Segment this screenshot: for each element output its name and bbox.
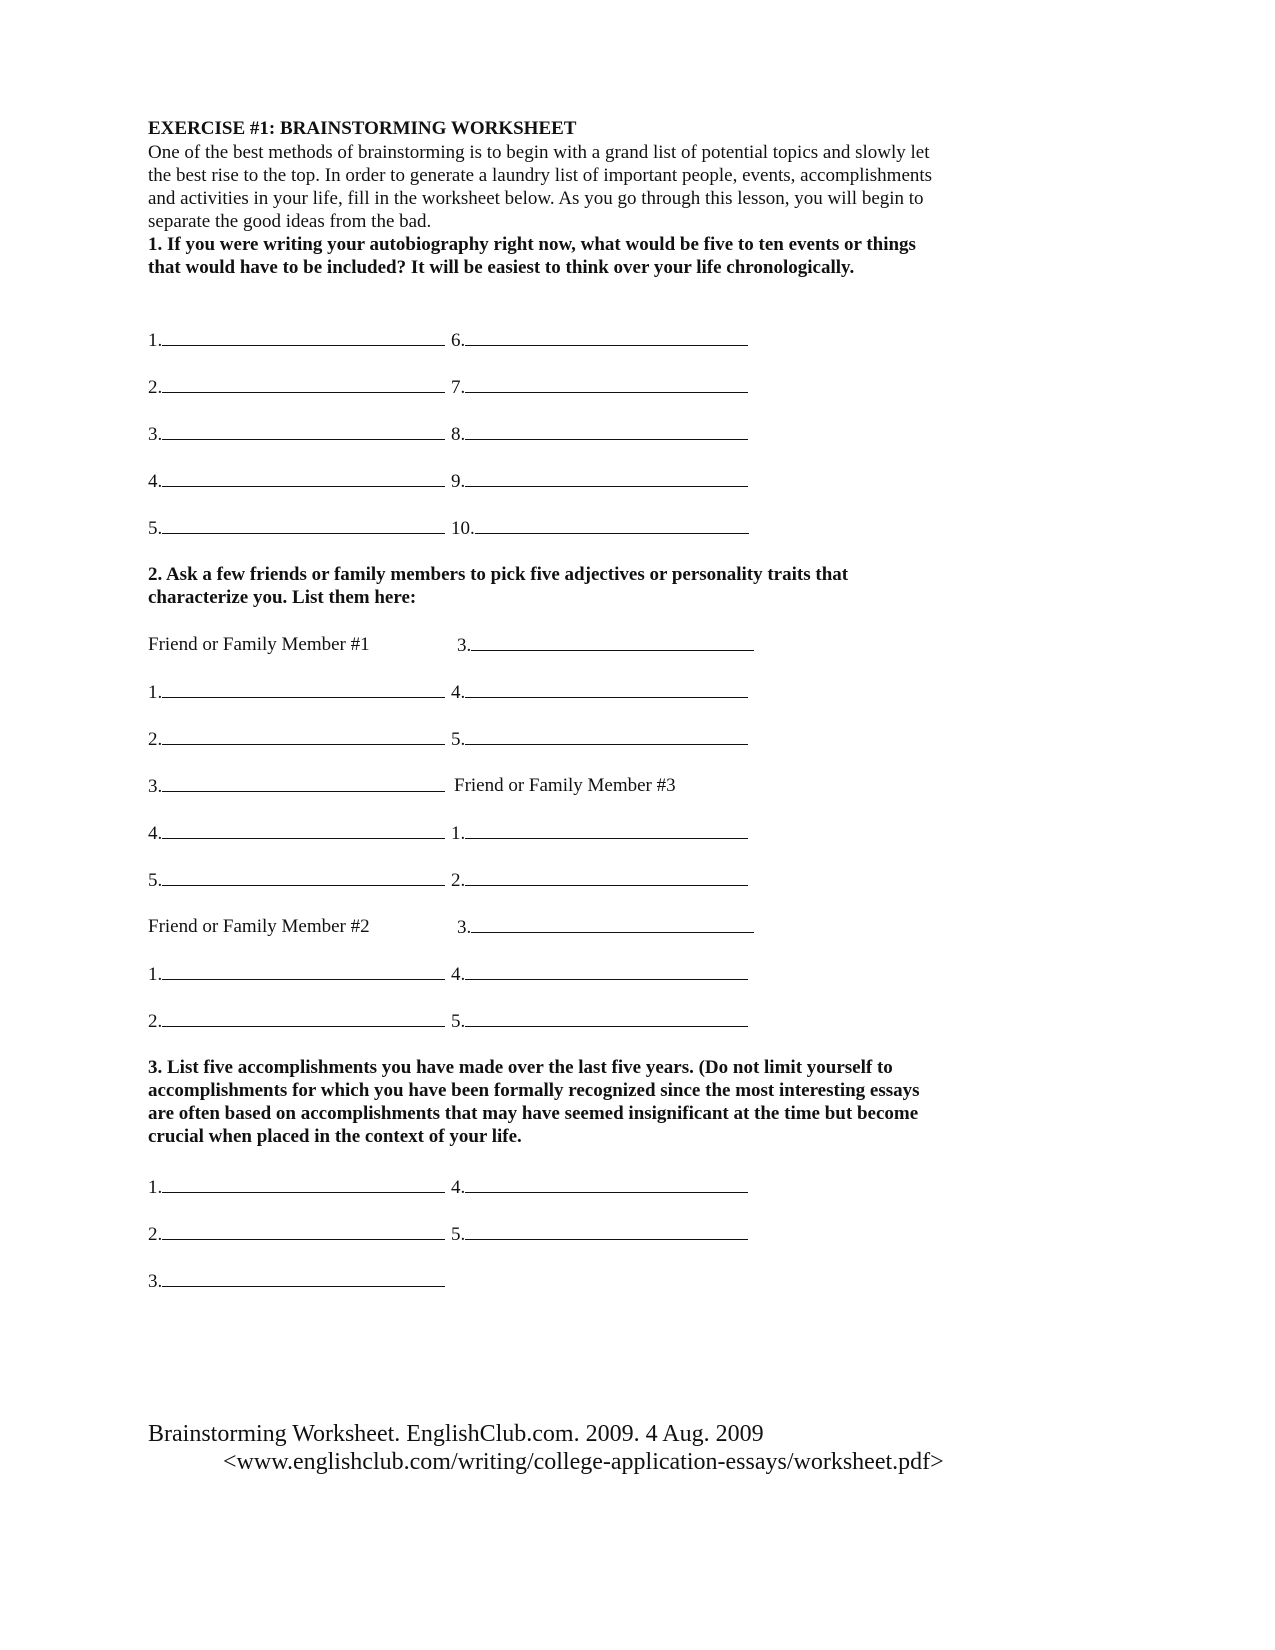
question-3: 3. List five accomplishments you have made over the last five years. (Do not limit yourself to accomplishments for which you have been formally recognized since the most interesting essays are often based on accomplishments that may have seemed insignificant at the time but become crucial when placed in the context of your life. [148,1057,920,1147]
item-number: 8. [451,424,466,445]
blank-m1-4 [148,821,445,845]
answer-line[interactable] [465,962,748,980]
item-number: 4. [148,471,163,492]
item-number: 5. [148,518,163,539]
blank-m3-2 [451,868,748,892]
item-number: 5. [451,1224,466,1245]
blank-q1-7 [451,375,748,399]
answer-line[interactable] [162,868,445,886]
answer-line[interactable] [162,328,445,346]
item-number: 4. [148,823,163,844]
answer-line[interactable] [162,469,445,487]
answer-line[interactable] [465,375,748,393]
item-number: 1. [451,823,466,844]
blank-q1-1 [148,328,445,352]
answer-line[interactable] [162,727,445,745]
answer-line[interactable] [465,727,748,745]
citation-url: <www.englishclub.com/writing/college-application-essays/worksheet.pdf> [223,1449,944,1475]
answer-line[interactable] [162,821,445,839]
item-number: 2. [148,377,163,398]
blank-q1-5 [148,516,445,540]
answer-line[interactable] [471,915,754,933]
answer-line[interactable] [465,868,748,886]
blank-m2-2 [148,1009,445,1033]
answer-line[interactable] [465,469,748,487]
answer-line[interactable] [465,680,748,698]
answer-line[interactable] [162,1222,445,1240]
blank-q1-2 [148,375,445,399]
item-number: 2. [148,1011,163,1032]
blank-m3-1 [451,821,748,845]
worksheet-title: EXERCISE #1: BRAINSTORMING WORKSHEET [148,118,577,139]
item-number: 2. [148,1224,163,1245]
answer-line[interactable] [162,375,445,393]
answer-line[interactable] [162,422,445,440]
blank-m2-4 [451,680,748,704]
item-number: 1. [148,682,163,703]
intro-paragraph: One of the best methods of brainstorming is to begin with a grand list of potential topics and slowly let the best rise to the top. In order to generate a laundry list of important people, events, accomplishments and activities in your life, fill in the worksheet below. As you go through this lesson, you will begin to separate the good ideas from the bad. [148,142,933,232]
item-number: 4. [451,964,466,985]
item-number: 3. [457,635,472,656]
blank-m1-5 [148,868,445,892]
item-number: 5. [451,1011,466,1032]
blank-q3-3 [148,1269,445,1293]
blank-m2-5 [451,727,748,751]
blank-m3-5 [451,1009,748,1033]
citation: Brainstorming Worksheet. EnglishClub.com. 2009. 4 Aug. 2009 [148,1421,764,1447]
blank-q1-4 [148,469,445,493]
blank-q1-8 [451,422,748,446]
answer-line[interactable] [162,1175,445,1193]
answer-line[interactable] [162,516,445,534]
item-number: 2. [148,729,163,750]
item-number: 9. [451,471,466,492]
item-number: 3. [148,424,163,445]
answer-line[interactable] [162,774,445,792]
answer-line[interactable] [162,680,445,698]
answer-line[interactable] [471,633,754,651]
item-number: 2. [451,870,466,891]
answer-line[interactable] [465,1222,748,1240]
blank-q3-2 [148,1222,445,1246]
blank-m1-3 [148,774,445,798]
item-number: 3. [457,917,472,938]
item-number: 3. [148,1271,163,1292]
question-1: 1. If you were writing your autobiography right now, what would be five to ten events or things that would have to be included? It will be easiest to think over your life chronologically. [148,234,916,278]
item-number: 6. [451,330,466,351]
member-1-label: Friend or Family Member #1 [148,634,370,655]
item-number: 1. [148,1177,163,1198]
item-number: 7. [451,377,466,398]
item-number: 3. [148,776,163,797]
item-number: 5. [451,729,466,750]
item-number: 5. [148,870,163,891]
member-2-label: Friend or Family Member #2 [148,916,370,937]
blank-m2-1 [148,962,445,986]
member-3-label: Friend or Family Member #3 [454,775,676,796]
item-number: 4. [451,682,466,703]
answer-line[interactable] [465,328,748,346]
blank-q1-3 [148,422,445,446]
item-number: 4. [451,1177,466,1198]
blank-q3-4 [451,1175,748,1199]
answer-line[interactable] [465,422,748,440]
blank-m2-3 [457,633,754,657]
blank-m1-2 [148,727,445,751]
answer-line[interactable] [465,1175,748,1193]
answer-line[interactable] [162,1009,445,1027]
answer-line[interactable] [475,516,749,534]
question-2: 2. Ask a few friends or family members to pick five adjectives or personality traits that characterize you. List them here: [148,564,849,608]
answer-line[interactable] [162,1269,445,1287]
answer-line[interactable] [465,1009,748,1027]
item-number: 1. [148,330,163,351]
blank-q1-10 [451,516,749,540]
blank-m1-1 [148,680,445,704]
blank-q3-1 [148,1175,445,1199]
item-number: 10. [451,518,475,539]
answer-line[interactable] [162,962,445,980]
blank-m3-4 [451,962,748,986]
blank-m3-3 [457,915,754,939]
blank-q1-9 [451,469,748,493]
answer-line[interactable] [465,821,748,839]
blank-q3-5 [451,1222,748,1246]
item-number: 1. [148,964,163,985]
blank-q1-6 [451,328,748,352]
